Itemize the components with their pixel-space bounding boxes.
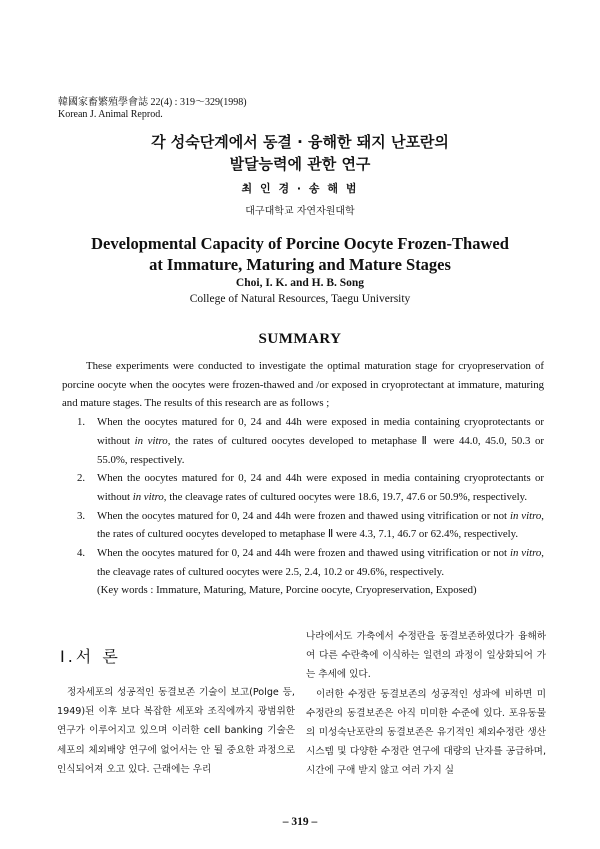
english-affiliation: College of Natural Resources, Taegu University — [189, 293, 411, 305]
result-italic-term: in vitro — [509, 509, 542, 522]
result-text: , the rates of cultured oocytes developed to metaphase Ⅱ were 4.3, 7.1, 46.7 or 62.4%, respectively. — [97, 509, 544, 541]
summary-results-list — [62, 413, 544, 581]
result-italic-term: in vitro — [509, 547, 542, 560]
result-number: 3. — [77, 509, 86, 522]
summary-result-item — [62, 507, 544, 544]
summary-abstract — [62, 357, 544, 600]
result-text: , the cleavage rates of cultured oocytes were 2.5, 2.4, 10.2 or 49.6%, respectively. — [97, 547, 544, 578]
result-italic-term: in vitro — [132, 490, 164, 503]
summary-result-item — [62, 469, 544, 506]
keywords: (Key words : Immature, Maturing, Mature, Porcine oocyte, Cryopreservation, Exposed) — [97, 584, 477, 597]
body-paragraph: 이러한 수정란 동결보존의 성공적인 성과에 비하면 미수정란의 동결보존은 아직 미미한 수준에 있다. 포유동물의 미성숙난포란의 동결보존은 유기적인 체외수정란 생산 시스템 및 다양한 수정란 연구에 대량의 난자를 공급하며, 시간에 구애 받지 않고 여러 가지 실 — [306, 688, 546, 777]
body-column-right — [306, 627, 546, 781]
summary-result-item — [62, 413, 544, 469]
body-column-left — [57, 683, 295, 779]
summary-result-item — [62, 544, 544, 581]
summary-heading: SUMMARY — [258, 331, 342, 347]
summary-intro: These experiments were conducted to investigate the optimal maturation stage for cryopreservation of porcine oocyte when the oocytes were frozen-thawed and /or exposed in cryoprotectant at immature, maturing and mature stages. The results of this research are as follows ; — [62, 360, 544, 410]
result-number: 2. — [77, 472, 86, 485]
korean-title — [0, 131, 600, 175]
korean-affiliation: 대구대학교 자연자원대학 — [245, 206, 355, 217]
korean-title-line-1: 각 성숙단계에서 동결 · 융해한 돼지 난포란의 — [151, 133, 449, 151]
english-title-line-1: Developmental Capacity of Porcine Oocyte Frozen-Thawed — [91, 234, 509, 253]
body-paragraph: 정자세포의 성공적인 동결보존 기술이 보고(Polge 등, 1949)된 이후 보다 복잡한 세포와 조직에까지 광범위한 연구가 이루어지고 있으며 이러한 cell banking 기술은 세포의 체외배양 연구에 없어서는 안 될 중요한 과정으로 인식되어져 오고 있다. 근래에는 우리 — [57, 687, 295, 775]
page-number: – 319 – — [282, 816, 318, 828]
result-italic-term: in vitro — [134, 434, 168, 447]
korean-authors: 최 인 경 · 송 해 범 — [241, 182, 359, 195]
journal-citation-line: 韓國家畜繁殖學會誌 22(4) : 319～329(1998) — [58, 97, 247, 108]
english-title-line-2: at Immature, Maturing and Mature Stages — [149, 255, 451, 274]
section-heading-introduction: Ⅰ.서 론 — [60, 647, 121, 666]
english-authors: Choi, I. K. and H. B. Song — [235, 277, 365, 289]
journal-citation — [58, 97, 247, 121]
result-text: , the rates of cultured oocytes developed to metaphase Ⅱ were 44.0, 45.0, 50.3 or 55.0%, respectively. — [97, 434, 544, 466]
journal-name-line: Korean J. Animal Reprod. — [58, 109, 163, 120]
english-title — [0, 233, 600, 275]
korean-title-line-2: 발달능력에 관한 연구 — [229, 155, 371, 173]
result-text: When the oocytes matured for 0, 24 and 44h were exposed in media containing cryoprotectants or without — [97, 472, 544, 503]
result-number: 1. — [77, 416, 86, 429]
result-text: When the oocytes matured for 0, 24 and 44h were frozen and thawed using vitrification or not — [97, 547, 510, 560]
body-paragraph: 나라에서도 가축에서 수정란을 동결보존하였다가 융해하여 다른 수란축에 이식하는 일련의 과정이 일상화되어 가는 추세에 있다. — [306, 631, 546, 681]
result-text: , the cleavage rates of cultured oocytes were 18.6, 19.7, 47.6 or 50.9%, respectively. — [163, 490, 528, 503]
result-number: 4. — [77, 547, 86, 560]
result-text: When the oocytes matured for 0, 24 and 44h were frozen and thawed using vitrification or not — [97, 509, 510, 522]
result-text: When the oocytes matured for 0, 24 and 44h were exposed in media containing cryoprotectants or without — [97, 416, 544, 447]
